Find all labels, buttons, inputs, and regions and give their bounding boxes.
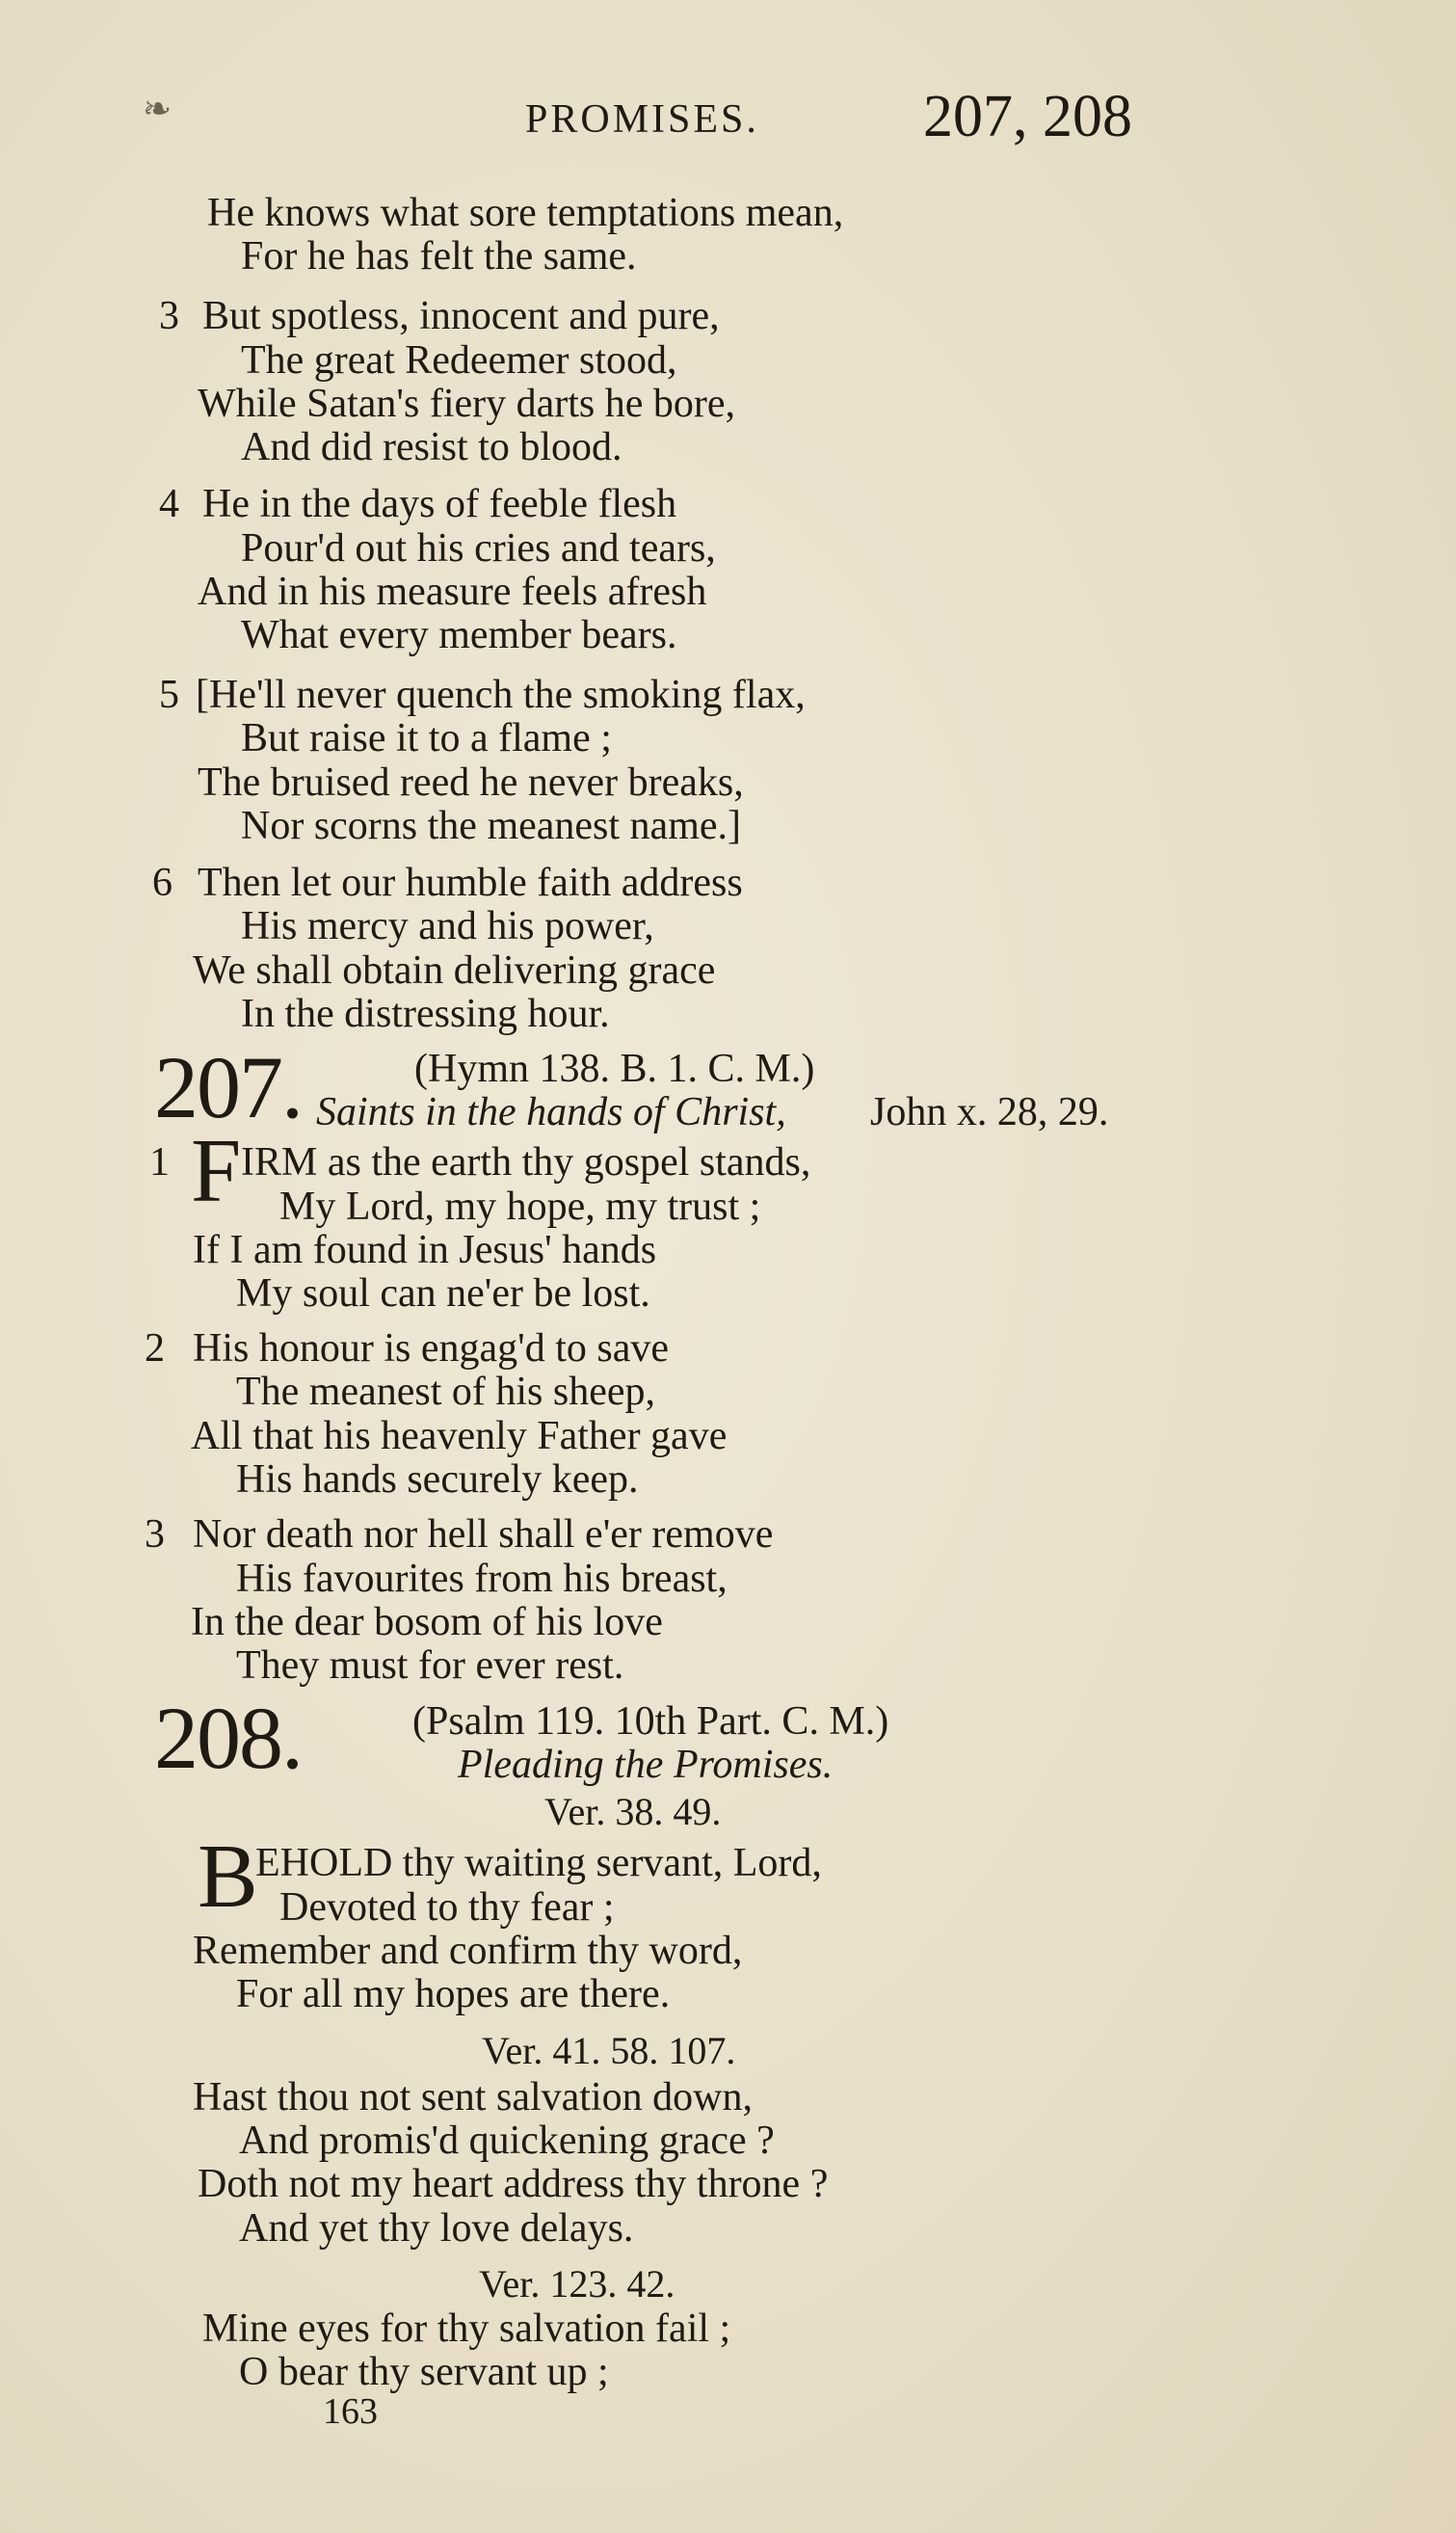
corner-ornament-icon: ❧	[143, 90, 172, 128]
verse-line: They must for ever rest.	[236, 1643, 624, 1688]
hymn-subtitle: Saints in the hands of Christ,	[316, 1090, 786, 1134]
drop-capital: F	[191, 1121, 242, 1221]
verse-number: 5	[159, 673, 179, 717]
verse-line: And yet thy love delays.	[239, 2206, 634, 2251]
verse-line: His favourites from his breast,	[236, 1557, 728, 1601]
hymn-subtitle: Pleading the Promises.	[458, 1743, 834, 1787]
running-header-title: PROMISES.	[525, 97, 759, 142]
verse-line: EHOLD thy waiting servant, Lord,	[255, 1841, 822, 1885]
verse-line: In the dear bosom of his love	[191, 1600, 663, 1644]
verse-line: Nor scorns the meanest name.]	[241, 804, 741, 848]
drop-capital: B	[198, 1826, 258, 1927]
verse-line: While Satan's fiery darts he bore,	[198, 382, 736, 426]
verse-line: Mine eyes for thy salvation fail ;	[202, 2306, 731, 2351]
verse-line: Remember and confirm thy word,	[193, 1929, 743, 1973]
verse-number: 4	[159, 482, 179, 526]
verse-line: Pour'd out his cries and tears,	[241, 526, 716, 571]
verse-line: [He'll never quench the smoking flax,	[196, 673, 806, 717]
hymn-number: 208.	[154, 1689, 302, 1787]
verse-number: 1	[149, 1140, 170, 1185]
verse-line: O bear thy servant up ;	[239, 2350, 609, 2394]
hymn-meta: (Hymn 138. B. 1. C. M.)	[414, 1047, 815, 1091]
verse-line: His honour is engag'd to save	[193, 1326, 669, 1371]
running-header-hymn-numbers: 207, 208	[923, 84, 1132, 149]
verse-line: For all my hopes are there.	[236, 1972, 671, 2016]
verse-line: But raise it to a flame ;	[241, 716, 612, 760]
verse-line: But spotless, innocent and pure,	[202, 294, 720, 338]
verse-number: 6	[152, 861, 172, 905]
verse-reference: Ver. 123. 42.	[479, 2262, 675, 2306]
verse-line: IRM as the earth thy gospel stands,	[241, 1140, 811, 1185]
verse-line: And promis'd quickening grace ?	[239, 2119, 775, 2163]
verse-line: We shall obtain delivering grace	[193, 948, 716, 993]
verse-line: In the distressing hour.	[241, 992, 610, 1036]
continuation-line: He knows what sore temptations mean,	[207, 191, 844, 235]
verse-line: The bruised reed he never breaks,	[198, 760, 744, 805]
verse-line: Devoted to thy fear ;	[279, 1885, 615, 1930]
verse-line: Nor death nor hell shall e'er remove	[193, 1512, 774, 1557]
verse-reference: Ver. 41. 58. 107.	[482, 2029, 736, 2072]
verse-line: All that his heavenly Father gave	[191, 1414, 728, 1458]
verse-line: The meanest of his sheep,	[236, 1370, 656, 1414]
verse-line: And did resist to blood.	[241, 425, 622, 469]
verse-number: 3	[159, 294, 179, 338]
verse-line: His hands securely keep.	[236, 1457, 639, 1502]
verse-line: And in his measure feels afresh	[198, 570, 707, 614]
continuation-line: For he has felt the same.	[241, 234, 637, 279]
page-number: 163	[323, 2391, 378, 2432]
hymn-number: 207.	[154, 1038, 302, 1136]
verse-line: My Lord, my hope, my trust ;	[279, 1185, 761, 1229]
verse-line: The great Redeemer stood,	[241, 338, 677, 383]
verse-line: His mercy and his power,	[241, 904, 654, 948]
verse-reference: Ver. 38. 49.	[544, 1790, 722, 1833]
verse-line: He in the days of feeble flesh	[202, 482, 677, 526]
verse-line: Then let our humble faith address	[198, 861, 743, 905]
verse-line: My soul can ne'er be lost.	[236, 1271, 650, 1316]
verse-line: What every member bears.	[241, 613, 677, 657]
verse-number: 2	[145, 1326, 165, 1371]
verse-line: If I am found in Jesus' hands	[193, 1228, 657, 1272]
verse-line: Doth not my heart address thy throne ?	[198, 2162, 829, 2206]
scripture-reference: John x. 28, 29.	[870, 1090, 1109, 1134]
verse-line: Hast thou not sent salvation down,	[193, 2075, 753, 2120]
verse-number: 3	[145, 1512, 165, 1557]
hymn-meta: (Psalm 119. 10th Part. C. M.)	[412, 1699, 889, 1744]
